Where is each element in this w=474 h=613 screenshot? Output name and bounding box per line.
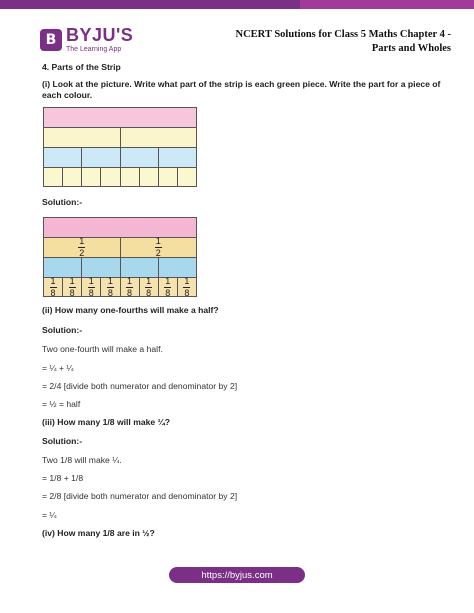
solution-label-2: Solution:-	[42, 325, 83, 335]
strip-row-quarters	[43, 147, 197, 167]
q3-line-2: = 1/8 + 1/8	[42, 473, 84, 483]
header-title-line-1: NCERT Solutions for Class 5 Maths Chapter 4 -	[235, 29, 451, 40]
solution-row-eighths	[43, 277, 197, 297]
fraction-half: $\frac{1}{2}$	[155, 236, 161, 258]
q2-line-2: = ¼ + ¼	[42, 363, 74, 373]
footer-url-link[interactable]: https://byjus.com	[169, 567, 305, 583]
brand-name: BYJU'S	[66, 25, 134, 45]
fraction-half: $\frac{1}{2}$	[79, 236, 85, 258]
solution-row-quarters	[43, 257, 197, 277]
solution-row-halves	[43, 237, 197, 257]
fraction-eighth: $\frac{1}{8}$	[107, 275, 113, 298]
top-bar-accent	[300, 0, 474, 9]
fraction-eighth: $\frac{1}{8}$	[146, 275, 152, 298]
question-strip	[43, 107, 197, 187]
solution-strip	[43, 217, 197, 297]
solution-label-3: Solution:-	[42, 436, 83, 446]
strip-row-eighths	[43, 167, 197, 187]
question-2: (ii) How many one-fourths will make a half?	[42, 305, 219, 315]
question-1: (i) Look at the picture. Write what part of the strip is each green piece. Write the part for a piece of each colour.	[42, 79, 441, 100]
byjus-logo[interactable]	[40, 26, 133, 53]
fraction-eighth: $\frac{1}{8}$	[50, 275, 56, 298]
strip-row-halves	[43, 127, 197, 147]
question-3: (iii) How many 1/8 will make ¼?	[42, 417, 170, 427]
logo-badge-icon: B	[40, 29, 62, 51]
section-title: 4. Parts of the Strip	[42, 62, 121, 72]
q2-line-4: = ½ = half	[42, 399, 81, 409]
question-4: (iv) How many 1/8 are in ½?	[42, 528, 155, 538]
fraction-eighth: $\frac{1}{8}$	[69, 275, 75, 298]
fraction-eighth: $\frac{1}{8}$	[127, 275, 133, 298]
solution-label-1: Solution:-	[42, 197, 83, 207]
fraction-eighth: $\frac{1}{8}$	[184, 275, 190, 298]
q3-line-4: = ¼	[42, 510, 57, 520]
strip-row-whole	[43, 107, 197, 127]
q3-line-1: Two 1/8 will make ¼.	[42, 455, 122, 465]
brand-tagline: The Learning App	[66, 46, 122, 53]
q3-line-3: = 2/8 [divide both numerator and denominator by 2]	[42, 491, 238, 501]
header-title-line-2: Parts and Wholes	[371, 43, 451, 54]
q2-line-1: Two one-fourth will make a half.	[42, 344, 163, 354]
fraction-eighth: $\frac{1}{8}$	[88, 275, 94, 298]
q2-line-3: = 2/4 [divide both numerator and denominator by 2]	[42, 381, 238, 391]
page-header-title	[236, 28, 452, 56]
solution-row-whole	[43, 217, 197, 237]
fraction-eighth: $\frac{1}{8}$	[165, 275, 171, 298]
